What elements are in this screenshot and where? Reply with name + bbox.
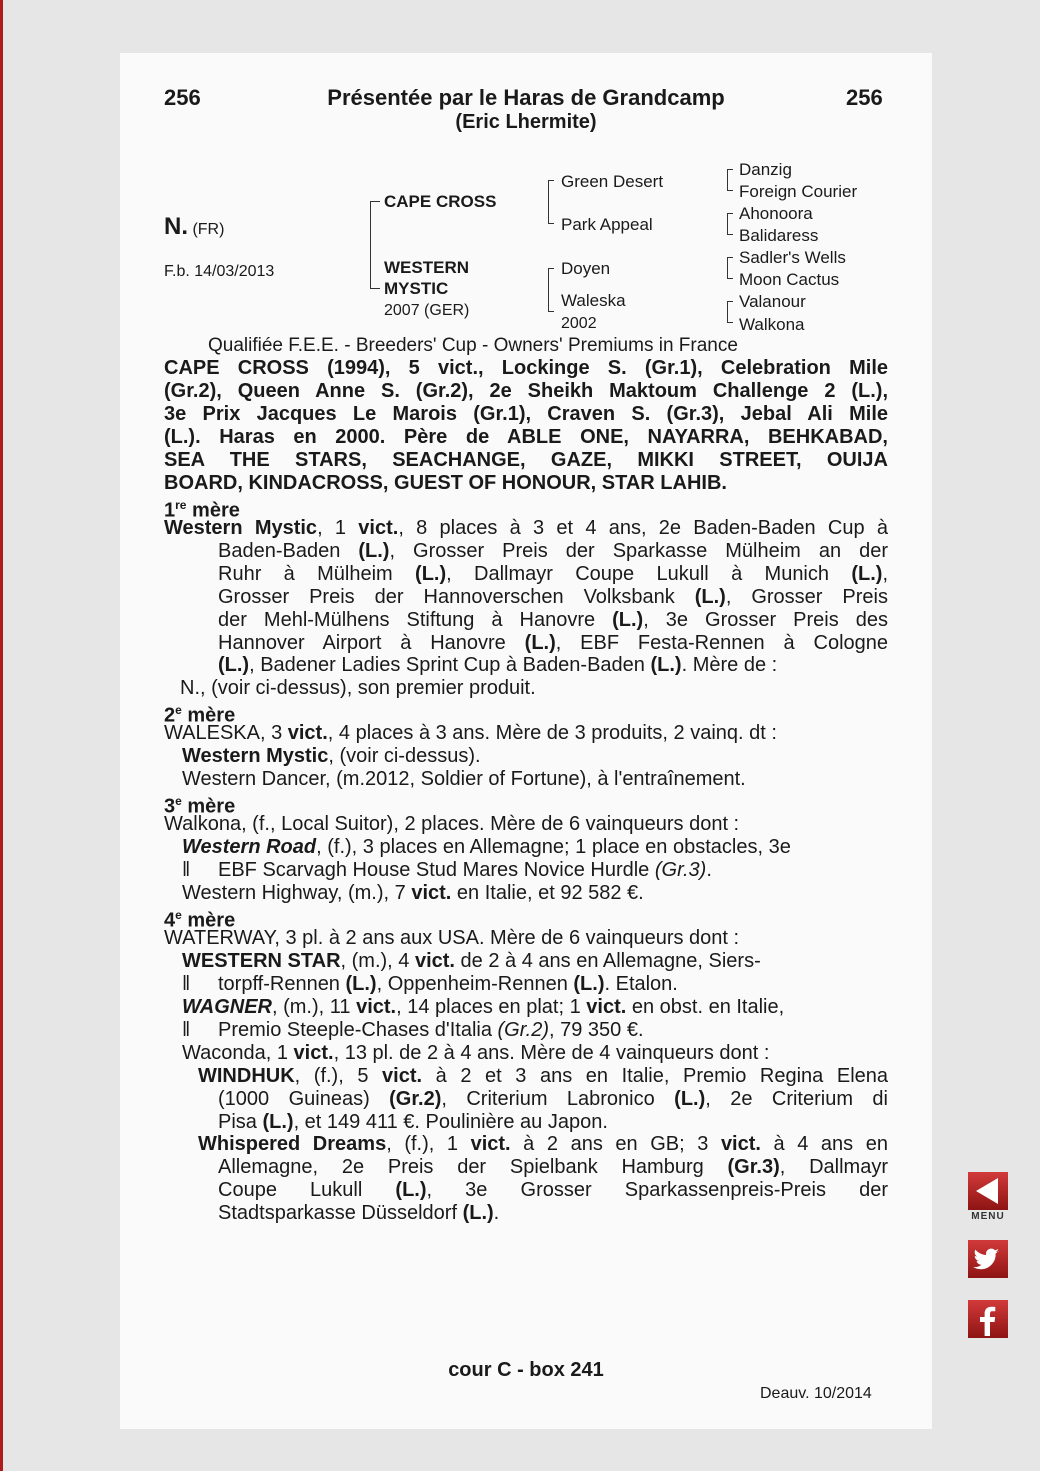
text-bold: vict. [411, 882, 452, 904]
heading-superscript: re [175, 498, 187, 512]
continuation-mark: ‖ [182, 973, 191, 995]
m4-line-3 [182, 973, 678, 996]
text-segment: , [882, 563, 888, 585]
m3-line-3 [182, 859, 712, 882]
pedigree-dam-year: 2007 (GER) [384, 302, 470, 319]
text-segment: Baden-Baden [218, 540, 359, 562]
text-segment: torpff-Rennen [218, 973, 346, 995]
m1-line-5 [218, 609, 888, 632]
text-segment: Premio Steeple-Chases d'Italia [218, 1019, 498, 1041]
text-bold: Western Mystic [182, 745, 329, 767]
text-bold: (L.) [415, 563, 447, 585]
heading-label: mère [187, 704, 236, 727]
text-segment: Coupe Lukull [218, 1179, 396, 1201]
heading-number: 4 [164, 909, 176, 932]
m4-line-4 [182, 996, 784, 1019]
m4-line-13 [218, 1202, 499, 1225]
sire-record-line-4: (L.). Haras en 2000. Père de ABLE ONE, NAYARRA, BEHKABAD, [164, 426, 888, 448]
pedigree-ggs-3: Ahonoora [739, 204, 813, 223]
text-segment: , et 149 411 €. Poulinière au Japon. [293, 1111, 608, 1133]
pedigree-dam-line2: MYSTIC [384, 279, 449, 298]
text-segment: Hannover Airport à Hanovre [218, 632, 525, 654]
stall-location: cour C - box 241 [448, 1359, 604, 1381]
text-segment: . Etalon. [604, 973, 678, 995]
text-segment: Ruhr à Mülheim [218, 563, 416, 585]
facebook-button[interactable] [968, 1300, 1008, 1338]
facebook-icon [968, 1300, 1008, 1338]
text-bold-italic: Western Road [182, 836, 317, 858]
text-bold: vict. [358, 517, 399, 539]
text-segment: , (voir ci-dessus). [328, 745, 481, 767]
text-segment: , (f.), 1 [386, 1133, 471, 1155]
text-segment: , Badener Ladies Sprint Cup à Baden-Baden [249, 654, 651, 676]
text-bold: (L.) [524, 632, 556, 654]
text-segment: à 4 ans en [760, 1133, 888, 1155]
text-segment: Grosser Preis der Hannoverschen Volksbank [218, 586, 695, 608]
continuation-mark: ‖ [182, 1019, 191, 1041]
text-bold: vict. [382, 1065, 423, 1087]
text-bold: vict. [586, 996, 627, 1018]
text-segment: , EBF Festa-Rennen à Cologne [555, 632, 889, 654]
text-segment: , Dallmayr Coupe Lukull à Munich [446, 563, 852, 585]
catalogue-page [120, 53, 932, 1429]
text-bold: (L.) [650, 654, 682, 676]
pedigree-gs2: Park Appeal [561, 215, 653, 234]
text-segment: Pisa [218, 1111, 263, 1133]
text-italic: (Gr.2) [497, 1019, 549, 1041]
text-bold: vict. [414, 950, 455, 972]
text-segment: , Grosser Preis [725, 586, 889, 608]
m4-line-5 [182, 1019, 644, 1042]
m1-line-2 [218, 540, 888, 563]
pedigree-ggs-2: Foreign Courier [739, 182, 858, 201]
m4-line-10 [198, 1133, 888, 1156]
heading-label: mère [187, 795, 236, 818]
m2-line-3: Western Dancer, (m.2012, Soldier of Fortune), à l'entraînement. [182, 768, 746, 790]
pedigree-bracket-g3 [727, 257, 733, 279]
text-segment: à 2 ans en GB; 3 [510, 1133, 721, 1155]
text-bold: (L.) [674, 1088, 706, 1110]
text-bold: (L.) [218, 654, 250, 676]
pedigree-bracket-main [370, 201, 380, 289]
text-bold: (L.) [345, 973, 377, 995]
text-bold: (L.) [851, 563, 883, 585]
m1-line-3 [218, 563, 888, 586]
sale-reference: Deauv. 10/2014 [760, 1385, 872, 1402]
m4-line-1: WATERWAY, 3 pl. à 2 ans aux USA. Mère de 6 vainqueurs dont : [164, 927, 740, 949]
text-bold: (L.) [262, 1111, 294, 1133]
pedigree-gs3: Doyen [561, 259, 611, 278]
twitter-icon [968, 1240, 1008, 1278]
m4-line-11 [218, 1156, 888, 1179]
lot-number-left: 256 [164, 85, 201, 110]
text-segment: , Dallmayr [779, 1156, 888, 1178]
text-segment: , Grosser Preis der Sparkasse Mülheim an der [389, 540, 888, 562]
lot-number-right: 256 [846, 85, 883, 110]
text-segment: . [493, 1202, 500, 1224]
text-bold-italic: WAGNER [182, 996, 272, 1018]
m1-line-1 [164, 517, 888, 540]
menu-button[interactable] [968, 1172, 1008, 1210]
pedigree-bracket-g2 [727, 213, 733, 235]
sire-record-line-6: BOARD, KINDACROSS, GUEST OF HONOUR, STAR LAHIB. [164, 472, 727, 494]
pedigree-ggs-5: Sadler's Wells [739, 248, 846, 267]
menu-label: MENU [971, 1211, 1005, 1222]
text-segment: , (f.), 3 places en Allemagne; 1 place en obstacles, 3e [316, 836, 791, 858]
left-border-rule [0, 0, 3, 1471]
pedigree-bracket-sire [548, 180, 554, 224]
m2-line-1 [164, 722, 777, 745]
horse-name: N. [164, 213, 188, 240]
text-bold: Whispered Dreams [198, 1133, 387, 1155]
m1-line-7 [218, 654, 777, 677]
pedigree-bracket-g1 [727, 169, 733, 191]
m4-line-9 [218, 1111, 608, 1134]
text-segment: Stadtsparkasse Düsseldorf [218, 1202, 463, 1224]
text-bold: (L.) [462, 1202, 494, 1224]
sire-record-line-2: (Gr.2), Queen Anne S. (Gr.2), 2e Sheikh Maktoum Challenge 2 (L.), [164, 380, 888, 402]
pedigree-gs1: Green Desert [561, 172, 664, 191]
sire-record-line-5: SEA THE STARS, SEACHANGE, GAZE, MIKKI STREET, OUIJA [164, 449, 888, 471]
text-bold: vict. [356, 996, 397, 1018]
m1-line-6 [218, 632, 888, 655]
text-bold: vict. [287, 722, 328, 744]
continuation-mark: ‖ [182, 859, 191, 881]
text-bold: vict. [293, 1042, 334, 1064]
text-segment: . [706, 859, 712, 881]
m1-line-4 [218, 586, 888, 609]
m3-line-4 [182, 882, 644, 905]
page-title: Présentée par le Haras de Grandcamp [327, 85, 725, 110]
pedigree-ggs-6: Moon Cactus [739, 270, 840, 289]
m3-line-2 [182, 836, 791, 859]
m2-line-2 [182, 745, 481, 768]
text-segment: der Mehl-Mülhens Stiftung à Hanovre [218, 609, 613, 631]
heading-number: 2 [164, 704, 176, 727]
pedigree-ggs-1: Danzig [739, 160, 792, 179]
text-bold: (L.) [694, 586, 726, 608]
heading-number: 3 [164, 795, 176, 818]
text-segment: , 14 places en plat; 1 [396, 996, 587, 1018]
text-segment: Western Highway, (m.), 7 [182, 882, 412, 904]
text-segment: Allemagne, 2e Preis der Spielbank Hamburg [218, 1156, 728, 1178]
text-segment: WALESKA, 3 [164, 722, 288, 744]
dam-name: Western Mystic [164, 517, 318, 539]
twitter-button[interactable] [968, 1240, 1008, 1278]
m3-line-1: Walkona, (f., Local Suitor), 2 places. Mère de 6 vainqueurs dont : [164, 813, 740, 835]
text-bold: (L.) [358, 540, 390, 562]
text-segment: , 13 pl. de 2 à 4 ans. Mère de 4 vainqueurs dont : [333, 1042, 770, 1064]
text-bold: vict. [720, 1133, 761, 1155]
text-segment: , 3e Grosser Preis des [643, 609, 889, 631]
text-italic: (Gr.3) [654, 859, 707, 881]
horse-country: (FR) [192, 221, 225, 238]
page-subtitle: (Eric Lhermite) [455, 111, 597, 133]
text-segment: , 8 places à 3 et 4 ans, 2e Baden-Baden Cup à [398, 517, 888, 539]
text-segment: , (f.), 5 [294, 1065, 383, 1087]
horse-info: F.b. 14/03/2013 [164, 263, 275, 280]
sire-record-line-3: 3e Prix Jacques Le Marois (Gr.1), Craven S. (Gr.3), Jebal Ali Mile [164, 403, 888, 425]
heading-number: 1 [164, 499, 176, 522]
heading-label: mère [192, 499, 240, 522]
m4-line-8 [218, 1088, 888, 1111]
m1-line-8: N., (voir ci-dessus), son premier produit. [180, 677, 536, 699]
text-bold: WINDHUK [198, 1065, 295, 1087]
text-segment: à 2 et 3 ans en Italie, Premio Regina Elena [422, 1065, 889, 1087]
pedigree-dam-line1: WESTERN [384, 258, 469, 277]
text-segment: , 79 350 €. [549, 1019, 644, 1041]
text-bold: (L.) [573, 973, 605, 995]
pedigree-gs4-year: 2002 [561, 315, 597, 332]
text-segment: en Italie, et 92 582 €. [451, 882, 644, 904]
pedigree-bracket-dam [548, 268, 554, 312]
text-segment: . Mère de : [681, 654, 778, 676]
qualification-line: Qualifiée F.E.E. - Breeders' Cup - Owners' Premiums in France [208, 335, 738, 356]
text-segment: (1000 Guineas) [218, 1088, 390, 1110]
m4-line-6 [182, 1042, 769, 1065]
text-bold: (Gr.2) [389, 1088, 442, 1110]
sire-record-line-1: CAPE CROSS (1994), 5 vict., Lockinge S. (Gr.1), Celebration Mile [164, 357, 888, 379]
text-segment: , 2e Criterium di [705, 1088, 888, 1110]
text-bold: (L.) [612, 609, 644, 631]
pedigree-ggs-8: Walkona [739, 315, 805, 334]
heading-label: mère [187, 909, 236, 932]
back-arrow-icon [968, 1172, 1008, 1210]
text-segment: , 1 [317, 517, 359, 539]
text-segment: Waconda, 1 [182, 1042, 294, 1064]
text-segment: en obst. en Italie, [626, 996, 785, 1018]
text-segment: de 2 à 4 ans en Allemagne, Siers- [455, 950, 761, 972]
text-bold: (L.) [395, 1179, 427, 1201]
text-segment: , (m.), 4 [340, 950, 415, 972]
text-segment: , 4 places à 3 ans. Mère de 3 produits, 2 vainq. dt : [327, 722, 777, 744]
pedigree-bracket-g4 [727, 301, 733, 323]
m4-line-7 [198, 1065, 888, 1088]
pedigree-gs4: Waleska [561, 291, 626, 310]
text-segment: , Criterium Labronico [441, 1088, 675, 1110]
pedigree-sire: CAPE CROSS [384, 192, 497, 211]
text-bold: WESTERN STAR [182, 950, 341, 972]
heading-superscript: e [175, 703, 182, 717]
m4-line-12 [218, 1179, 888, 1202]
m4-line-2 [182, 950, 761, 973]
pedigree-ggs-4: Balidaress [739, 226, 819, 245]
text-bold: (Gr.3) [727, 1156, 780, 1178]
pedigree-ggs-7: Valanour [739, 292, 806, 311]
heading-superscript: e [175, 794, 182, 808]
text-segment: EBF Scarvagh House Stud Mares Novice Hurdle [218, 859, 655, 881]
text-bold: vict. [470, 1133, 511, 1155]
text-segment: , 3e Grosser Sparkassenpreis-Preis der [426, 1179, 888, 1201]
text-segment: , (m.), 11 [272, 996, 357, 1018]
horse-identity [164, 213, 224, 241]
heading-superscript: e [175, 908, 182, 922]
text-segment: , Oppenheim-Rennen [376, 973, 574, 995]
